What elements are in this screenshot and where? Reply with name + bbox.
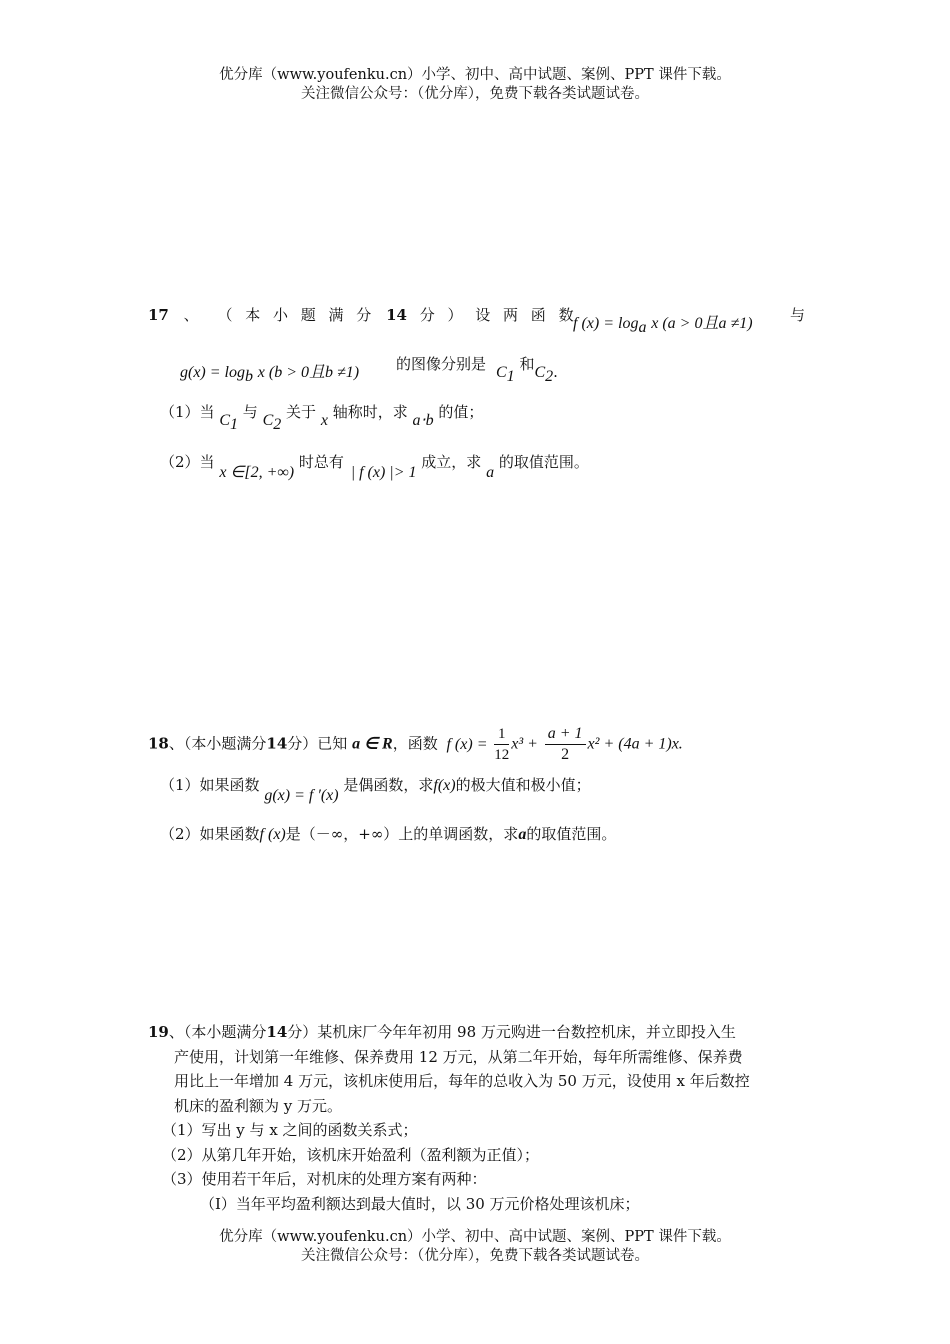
q17-g-definition: $g(x) = \log_b x$ (b > 0且b ≠1) — [180, 364, 360, 385]
q19-part-2: （2）从第几年开始，该机床开始盈利（盈利额为正值）； — [162, 1145, 540, 1164]
q19-line-3: 用比上一年增加 4 万元，该机床使用后，每年的总收入为 50 万元，设使用 x 年后数控 — [174, 1072, 750, 1090]
q17-curves: $C_1$ 和$C_2$. — [496, 355, 558, 385]
q19-line-1: 19、（本小题满分14分）某机床厂今年年初用 98 万元购进一台数控机床，并立即投入生 — [148, 1023, 736, 1041]
q19-part-1: （1）写出 y 与 x 之间的函数关系式； — [162, 1121, 418, 1139]
footer-line-2: 关注微信公众号：（优分库），免费下载各类试题试卷。 — [301, 1248, 649, 1264]
footer-line-1: 优分库（www.youfenku.cn）小学、初中、高中试题、案例、PPT 课件下载。 — [219, 1229, 731, 1245]
q18-stem: 18、（本小题满分14分）已知 a ∈ R，函数 f (x) = $\frac{1}{12}$ x³ + $\frac{a + 1}{2}$ x² + (4a + 1)x. — [148, 725, 683, 763]
page-header — [0, 66, 950, 104]
fraction-1-12: $\frac{1}{12}$ — [494, 726, 510, 763]
q18-part-2: （2）如果函数f (x)是（－∞，+∞）上的单调函数，求a的取值范围。 — [160, 825, 617, 843]
q17-part-2: （2）当 x ∈[2, +∞) 时总有 | f (x) |> 1 成立，求 a 的取值范围。 — [160, 453, 589, 481]
q17-and: 与 — [790, 306, 806, 324]
header-line-1: 优分库（www.youfenku.cn）小学、初中、高中试题、案例、PPT 课件下载。 — [219, 67, 731, 83]
q19-part-3: （3）使用若干年后，对机床的处理方案有两种： — [162, 1170, 487, 1188]
q17-intro: （ 本 小 题 满 分 — [217, 306, 376, 324]
q19-line-4: 机床的盈利额为 y 万元。 — [174, 1096, 343, 1115]
fraction-a-plus-1-over-2: $\frac{a + 1}{2}$ — [545, 724, 586, 765]
header-line-2: 关注微信公众号：（优分库），免费下载各类试题试卷。 — [301, 86, 649, 102]
q17-number: 17 — [148, 306, 169, 324]
q17-sep: 、 — [183, 306, 199, 324]
q18-part-1: （1）如果函数 g(x) = f ′(x) 是偶函数，求f(x)的极大值和极小值； — [160, 776, 591, 804]
page-footer — [0, 1228, 950, 1266]
question-19 — [148, 1020, 810, 1216]
q17-intro-tail: 分 ） 设 两 函 数 — [419, 306, 578, 324]
q17-part-1: （1）当 $C_1$ 与 $C_2$ 关于 x 轴称时，求 a⋅b 的值； — [160, 403, 484, 433]
q19-part-3-option-1: （Ⅰ）当年平均盈利额达到最大值时，以 30 万元价格处理该机床； — [200, 1194, 640, 1213]
q17-score: 14 — [386, 306, 407, 324]
q19-line-2: 产使用，计划第一年维修、保养费用 12 万元，从第二年开始，每年所需维修、保养费 — [174, 1047, 743, 1066]
q17-f-definition: f $(x) = \log_a x$ (a > 0且a ≠1) — [573, 315, 753, 336]
q17-graphs: 的图像分别是 — [396, 355, 487, 373]
